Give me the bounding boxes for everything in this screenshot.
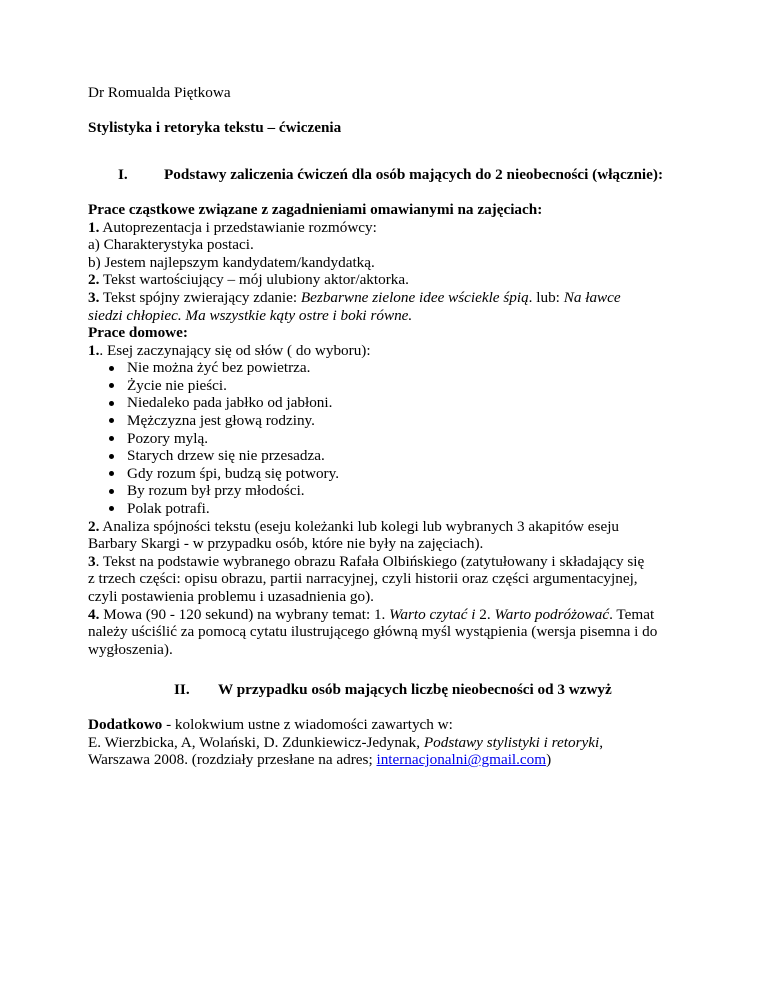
partial-item-3-mid: . lub: bbox=[528, 288, 564, 306]
partial-item-1-text: Autoprezentacja i przedstawianie rozmówcy: bbox=[99, 218, 377, 236]
homework-heading: Prace domowe: bbox=[88, 324, 188, 341]
proverb-text: Pozory mylą. bbox=[127, 429, 208, 447]
partial-item-1 bbox=[88, 219, 718, 237]
speech-topic-1: Warto czytać i bbox=[389, 605, 476, 623]
homework-item-1-number: 1. bbox=[88, 341, 100, 359]
bullet-icon bbox=[109, 383, 114, 388]
homework-item-2 bbox=[88, 518, 718, 536]
homework-item-3-text: . Tekst na podstawie wybranego obrazu Rafała Olbińskiego (zatytułowany i składający się bbox=[95, 552, 645, 570]
homework-block bbox=[88, 324, 718, 658]
proverb-item bbox=[88, 359, 718, 377]
proverb-item bbox=[88, 447, 718, 465]
homework-item-2-number: 2. bbox=[88, 517, 100, 535]
additional-text: - kolokwium ustne z wiadomości zawartych w: bbox=[162, 716, 453, 733]
section-2-heading: W przypadku osób mających liczbę nieobecności od 3 wzwyż bbox=[218, 681, 612, 698]
homework-item-4-mid: 2. bbox=[475, 605, 495, 623]
partial-item-2-number: 2. bbox=[88, 271, 100, 289]
reference-comma: , bbox=[599, 733, 603, 751]
homework-item-1-text: . Esej zaczynający się od słów ( do wyboru): bbox=[99, 341, 371, 359]
section-1-heading: Podstawy zaliczenia ćwiczeń dla osób mających do 2 nieobecności (włącznie): bbox=[164, 166, 664, 183]
course-title: Stylistyka i retoryka tekstu – ćwiczenia bbox=[88, 119, 342, 136]
author-name: Dr Romualda Piętkowa bbox=[88, 84, 231, 101]
proverb-text: Nie można żyć bez powietrza. bbox=[127, 359, 311, 377]
example-sentence-1: Bezbarwne zielone idee wściekle śpią bbox=[300, 288, 529, 306]
section-2-numeral: II. bbox=[174, 681, 190, 698]
reference-place-year: Warszawa 2008. (rozdziały przesłane na adres; bbox=[88, 751, 377, 769]
partial-item-2-text: Tekst wartościujący – mój ulubiony aktor/aktorka. bbox=[99, 271, 409, 289]
reference-line-2 bbox=[88, 751, 718, 769]
speech-topic-2: Warto podróżować bbox=[494, 605, 610, 623]
partial-item-2 bbox=[88, 271, 718, 289]
partial-item-3-text: Tekst spójny zwierający zdanie: bbox=[99, 288, 301, 306]
partial-item-3-number: 3. bbox=[88, 288, 100, 306]
proverb-item bbox=[88, 500, 718, 518]
partial-item-3-line-2 bbox=[88, 307, 718, 325]
bullet-icon bbox=[109, 506, 114, 511]
bullet-icon bbox=[109, 489, 114, 494]
homework-item-3 bbox=[88, 553, 718, 571]
proverb-item bbox=[88, 482, 718, 500]
homework-item-2-line-2: Barbary Skargi - w przypadku osób, które nie były na zajęciach). bbox=[88, 535, 484, 553]
proverb-item bbox=[88, 412, 718, 430]
bullet-icon bbox=[109, 436, 114, 441]
proverb-item bbox=[88, 465, 718, 483]
section-1-numeral: I. bbox=[118, 166, 128, 183]
partial-item-1b: b) Jestem najlepszym kandydatem/kandydatką. bbox=[88, 253, 375, 271]
bullet-icon bbox=[109, 418, 114, 423]
homework-item-4-text: Mowa (90 - 120 sekund) na wybrany temat: 1. bbox=[99, 605, 390, 623]
homework-item-3-line-3: czyli postawienia problemu i uzasadnienia go). bbox=[88, 587, 374, 605]
homework-item-4-line-2: należy uściślić za pomocą cytatu ilustrującego główną myśl wystąpienia (wersja pisemna i do bbox=[88, 623, 658, 641]
bullet-icon bbox=[109, 454, 114, 459]
proverb-item bbox=[88, 394, 718, 412]
reference-title: Podstawy stylistyki i retoryki bbox=[423, 733, 600, 751]
email-link[interactable]: internacjonalni@gmail.com bbox=[376, 751, 547, 769]
bullet-icon bbox=[109, 471, 114, 476]
homework-item-4-number: 4. bbox=[88, 605, 100, 623]
partial-works-block bbox=[88, 201, 718, 324]
proverb-item bbox=[88, 377, 718, 395]
additional-line-1 bbox=[88, 716, 718, 734]
proverb-text: Polak potrafi. bbox=[127, 499, 210, 517]
partial-item-1a: a) Charakterystyka postaci. bbox=[88, 236, 254, 254]
proverb-text: Mężczyzna jest głową rodziny. bbox=[127, 411, 315, 429]
proverb-text: Życie nie pieści. bbox=[127, 376, 227, 394]
proverb-text: By rozum był przy młodości. bbox=[127, 482, 305, 500]
example-sentence-2-part-1: Na ławce bbox=[563, 288, 621, 306]
partial-item-1-number: 1. bbox=[88, 218, 100, 236]
homework-item-4-line-3: wygłoszenia). bbox=[88, 640, 173, 658]
proverb-list bbox=[88, 359, 718, 517]
proverb-text: Starych drzew się nie przesadza. bbox=[127, 447, 325, 465]
additional-label: Dodatkowo bbox=[88, 716, 163, 733]
reference-authors: E. Wierzbicka, A, Wolański, D. Zdunkiewicz-Jedynak, bbox=[88, 733, 424, 751]
proverb-text: Gdy rozum śpi, budzą się potwory. bbox=[127, 464, 340, 482]
additional-block bbox=[88, 716, 718, 769]
partial-works-heading: Prace cząstkowe związane z zagadnieniami omawianymi na zajęciach: bbox=[88, 201, 543, 218]
reference-close: ) bbox=[546, 751, 552, 769]
homework-item-3-number: 3 bbox=[88, 552, 96, 570]
bullet-icon bbox=[109, 401, 114, 406]
example-sentence-2-part-2: siedzi chłopiec. Ma wszystkie kąty ostre i boki równe. bbox=[88, 306, 413, 324]
homework-item-4 bbox=[88, 606, 718, 624]
reference-line-1 bbox=[88, 734, 718, 752]
proverb-text: Niedaleko pada jabłko od jabłoni. bbox=[127, 394, 333, 412]
partial-item-3 bbox=[88, 289, 718, 307]
homework-item-2-text: Analiza spójności tekstu (eseju koleżanki lub kolegi lub wybranych 3 akapitów eseju bbox=[99, 517, 620, 535]
proverb-item bbox=[88, 430, 718, 448]
homework-item-3-line-2: z trzech części: opisu obrazu, partii narracyjnej, czyli historii oraz części argumentacyjnej, bbox=[88, 570, 638, 588]
homework-item-4-end: . Temat bbox=[609, 605, 655, 623]
homework-item-1 bbox=[88, 342, 718, 360]
bullet-icon bbox=[109, 366, 114, 371]
